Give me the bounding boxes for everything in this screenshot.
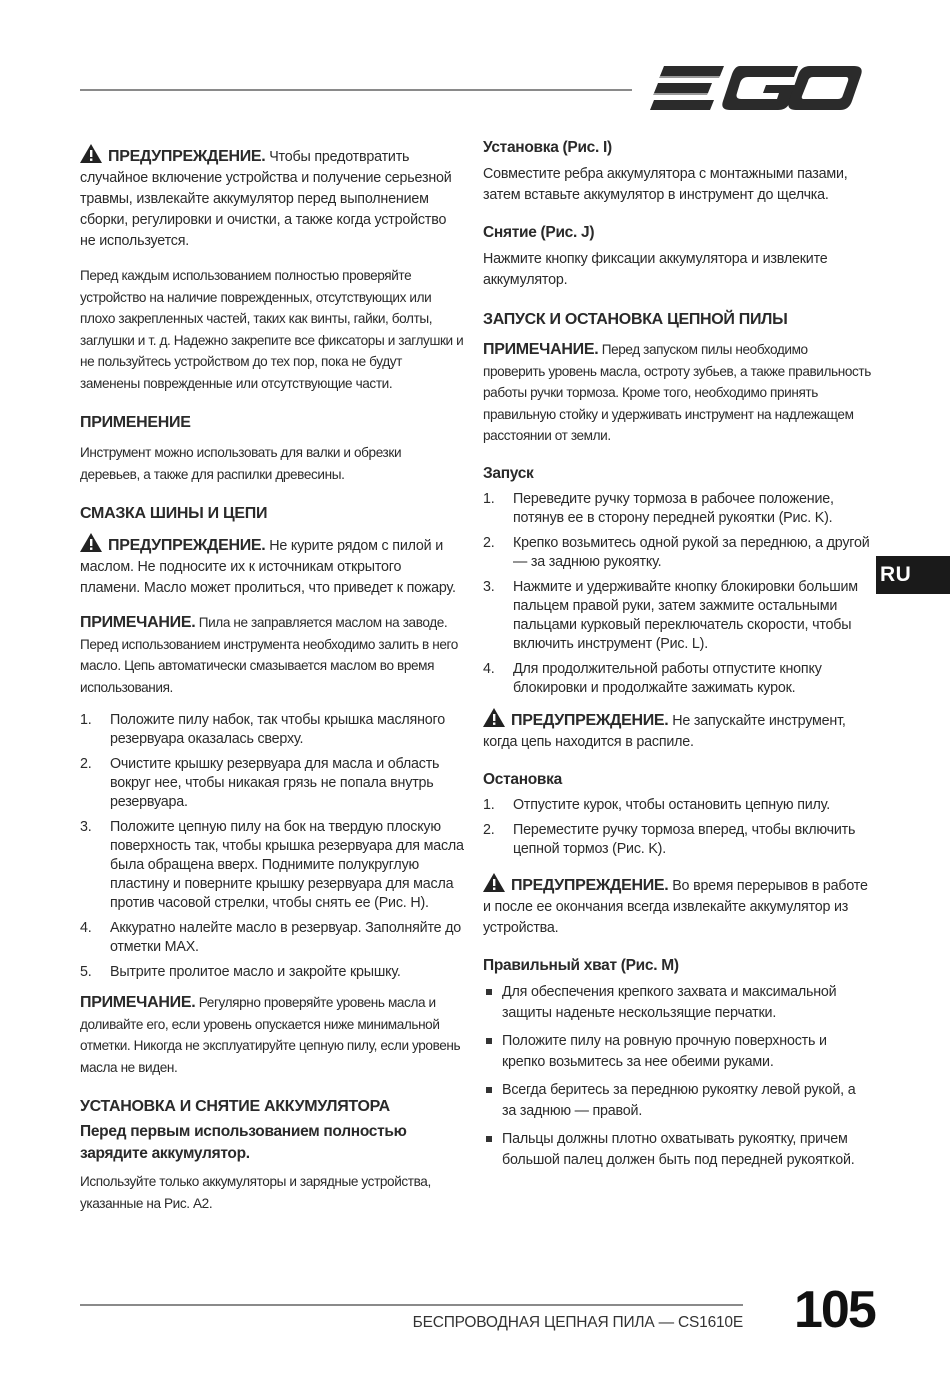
section-heading-start-stop: ЗАПУСК И ОСТАНОВКА ЦЕПНОЙ ПИЛЫ bbox=[483, 311, 788, 328]
battery-text: Используйте только аккумуляторы и зарядные устройства, указанные на Рис. A2. bbox=[80, 1174, 431, 1211]
section-heading-application: ПРИМЕНЕНИЕ bbox=[80, 414, 191, 431]
list-text: Для продолжительной работы отпустите кнопку блокировки и продолжайте зажимать курок. bbox=[513, 660, 822, 696]
list-text: Крепко возьмитесь одной рукой за переднюю, а другой — за заднюю рукоятку. bbox=[513, 534, 870, 570]
start-steps bbox=[483, 490, 873, 698]
list-text: Переведите ручку тормоза в рабочее положение, потянув ее в сторону передней рукоятки (Рис. K). bbox=[513, 490, 834, 526]
right-column bbox=[483, 137, 873, 1181]
list-number: 4. bbox=[483, 660, 495, 677]
list-number: 2. bbox=[483, 534, 495, 551]
warning-title: ПРЕДУПРЕЖДЕНИЕ. bbox=[511, 876, 669, 894]
list-number: 1. bbox=[80, 712, 92, 728]
list-item bbox=[483, 1129, 873, 1171]
list-item bbox=[80, 963, 464, 982]
language-tab-ru: RU bbox=[876, 556, 950, 594]
page-number: 105 bbox=[794, 1281, 875, 1339]
subheading-install: Установка (Рис. I) bbox=[483, 139, 612, 156]
warning-fire bbox=[80, 533, 464, 599]
bullet-icon bbox=[486, 1136, 492, 1142]
list-number: 5. bbox=[80, 964, 92, 980]
subheading-start: Запуск bbox=[483, 464, 534, 482]
inspection-text: Перед каждым использованием полностью проверяйте устройство на наличие поврежденных, отсутствующих или плохо закрепленных частей, таких как винты, гайки, болты, заглушки и т. д. Надежно закрепите все фиксаторы и заглушки и не пользуйтесь устройством до тех пор, пока не будут заменены поврежденные или отсутствующие части. bbox=[80, 268, 464, 391]
list-item bbox=[483, 490, 873, 528]
list-text: Всегда беритесь за переднюю рукоятку левой рукой, а за заднюю — правой. bbox=[502, 1081, 856, 1119]
warning-title: ПРЕДУПРЕЖДЕНИЕ. bbox=[108, 537, 266, 554]
footer-rule bbox=[80, 1304, 743, 1306]
warning-title: ПРЕДУПРЕЖДЕНИЕ. bbox=[511, 711, 669, 729]
list-text: Переместите ручку тормоза вперед, чтобы включить цепной тормоз (Рис. K). bbox=[513, 821, 856, 857]
list-text: Пальцы должны плотно охватывать рукоятку, причем большой палец должен быть под передней рукояткой. bbox=[502, 1130, 855, 1168]
note-text: Регулярно проверяйте уровень масла и доливайте его, если уровень опускается ниже минимальной отметки. Никогда не эксплуатируйте цепную пилу, если уровень масла не виден. bbox=[80, 995, 461, 1075]
warning-battery-removal bbox=[80, 144, 464, 252]
section-heading-lubrication: СМАЗКА ШИНЫ И ЦЕПИ bbox=[80, 505, 268, 522]
warning-cut bbox=[483, 708, 873, 753]
list-item bbox=[483, 1080, 873, 1122]
install-text: Совместите ребра аккумулятора с монтажными пазами, затем вставьте аккумулятор в инструмент до щелчка. bbox=[483, 166, 848, 203]
list-item bbox=[483, 1031, 873, 1073]
warning-text: Во время перерывов в работе и после ее окончания всегда извлекайте аккумулятор из устройства. bbox=[483, 877, 868, 936]
list-number: 2. bbox=[483, 821, 495, 838]
list-number: 1. bbox=[483, 796, 495, 813]
list-number: 1. bbox=[483, 490, 495, 507]
grip-bullets bbox=[483, 982, 873, 1171]
list-item bbox=[483, 578, 873, 654]
list-text: Положите цепную пилу на бок на твердую плоскую поверхность так, чтобы крышка резервуара для масла была обращена вверх. Поднимите полукруглую пластину и поверните крышку резервуара для масла против часовой стрелки, чтобы снять ее (Рис. H). bbox=[110, 819, 464, 911]
list-item bbox=[80, 919, 464, 957]
list-item bbox=[483, 660, 873, 698]
header-rule bbox=[80, 89, 632, 91]
warning-title: ПРЕДУПРЕЖДЕНИЕ. bbox=[108, 148, 266, 165]
list-number: 3. bbox=[483, 578, 495, 595]
list-item bbox=[80, 755, 464, 812]
bullet-icon bbox=[486, 1038, 492, 1044]
note-before-start bbox=[483, 339, 873, 447]
subheading-stop: Остановка bbox=[483, 770, 562, 788]
list-item bbox=[483, 821, 873, 859]
battery-subheading: Перед первым использованием полностью зарядите аккумулятор. bbox=[80, 1123, 407, 1162]
warning-text: Не запускайте инструмент, когда цепь находится в распиле. bbox=[483, 712, 846, 750]
list-text: Очистите крышку резервуара для масла и область вокруг нее, чтобы никакая грязь не попала внутрь резервуара. bbox=[110, 756, 440, 810]
stop-steps bbox=[483, 796, 873, 859]
list-number: 4. bbox=[80, 920, 92, 936]
list-item bbox=[483, 534, 873, 572]
list-text: Аккуратно налейте масло в резервуар. Заполняйте до отметки MAX. bbox=[110, 920, 462, 955]
warning-breaks bbox=[483, 873, 873, 939]
subheading-grip: Правильный хват (Рис. M) bbox=[483, 956, 679, 974]
warning-icon bbox=[483, 873, 505, 892]
list-item bbox=[483, 982, 873, 1024]
note-title: ПРИМЕЧАНИЕ. bbox=[80, 614, 196, 631]
subheading-removal: Снятие (Рис. J) bbox=[483, 224, 595, 241]
lubrication-steps bbox=[80, 711, 464, 982]
list-number: 2. bbox=[80, 756, 92, 772]
footer-title: БЕСПРОВОДНАЯ ЦЕПНАЯ ПИЛА — CS1610E bbox=[412, 1314, 743, 1331]
warning-icon bbox=[80, 533, 102, 552]
warning-icon bbox=[80, 144, 102, 163]
left-column bbox=[80, 137, 464, 1227]
note-title: ПРИМЕЧАНИЕ. bbox=[483, 341, 599, 358]
warning-text: Не курите рядом с пилой и маслом. Не подносите их к источникам открытого пламени. Масло может пролиться, что приведет к пожару. bbox=[80, 538, 456, 596]
application-text: Инструмент можно использовать для валки и обрезки деревьев, а также для распилки древесины. bbox=[80, 445, 402, 482]
list-text: Положите пилу набок, так чтобы крышка масляного резервуара оказалась сверху. bbox=[110, 712, 445, 747]
list-text: Отпустите курок, чтобы остановить цепную пилу. bbox=[513, 796, 830, 813]
list-text: Нажмите и удерживайте кнопку блокировки большим пальцем правой руки, затем зажмите остальными пальцами курковый переключатель скорости, чтобы включить инструмент (Рис. L). bbox=[513, 578, 858, 652]
list-text: Для обеспечения крепкого захвата и максимальной защиты наденьте нескользящие перчатки. bbox=[502, 983, 837, 1021]
warning-text: Чтобы предотвратить случайное включение устройства и получение серьезной травмы, извлекайте аккумулятор перед выполнением сборки, регулировки и очистки, а также когда устройство не используется. bbox=[80, 149, 452, 249]
bullet-icon bbox=[486, 1087, 492, 1093]
list-item bbox=[80, 818, 464, 913]
list-item bbox=[80, 711, 464, 749]
list-text: Вытрите пролитое масло и закройте крышку. bbox=[110, 964, 401, 980]
section-heading-battery: УСТАНОВКА И СНЯТИЕ АККУМУЛЯТОРА bbox=[80, 1098, 390, 1115]
list-number: 3. bbox=[80, 819, 92, 835]
bullet-icon bbox=[486, 989, 492, 995]
note-text: Перед запуском пилы необходимо проверить уровень масла, остроту зубьев, а также правильность работы ручки тормоза. Кроме того, необходимо принять правильную стойку и удерживать инструмент на надлежащем расстоянии от земли. bbox=[483, 342, 871, 443]
note-oil bbox=[80, 612, 464, 698]
note-title: ПРИМЕЧАНИЕ. bbox=[80, 994, 196, 1011]
list-text: Положите пилу на ровную прочную поверхность и крепко возьмитесь за нее обеими руками. bbox=[502, 1032, 827, 1070]
note-text: Пила не заправляется маслом на заводе. Перед использованием инструмента необходимо залить в него масло. Цепь автоматически смазывается маслом во время использования. bbox=[80, 615, 458, 695]
ego-logo bbox=[650, 64, 862, 114]
note-oil-level bbox=[80, 992, 464, 1078]
warning-icon bbox=[483, 708, 505, 727]
removal-text: Нажмите кнопку фиксации аккумулятора и извлеките аккумулятор. bbox=[483, 251, 828, 288]
list-item bbox=[483, 796, 873, 815]
